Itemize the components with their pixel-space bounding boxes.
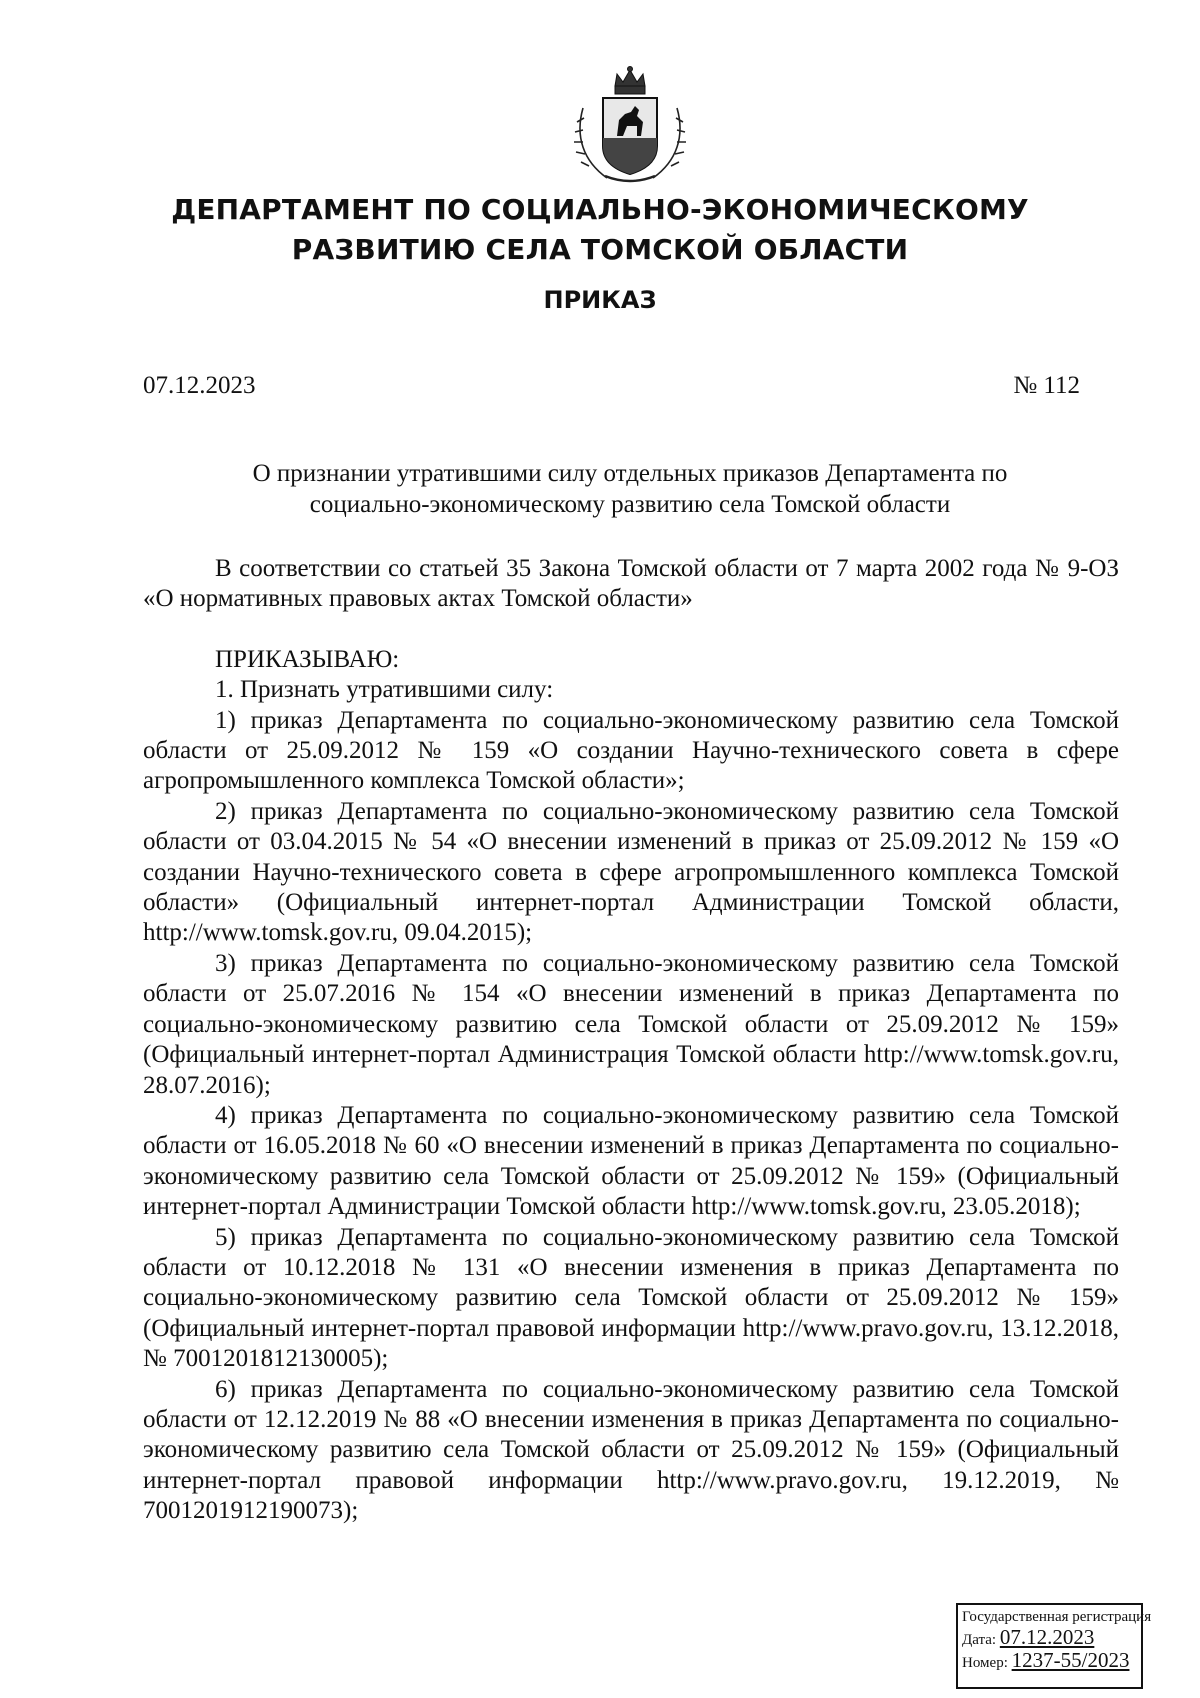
subject-line1: О признании утратившими силу отдельных приказов Департамента по — [252, 460, 1008, 487]
registration-date-row — [962, 1627, 1137, 1650]
subitem-3: 3) приказ Департамента по социально-экономическому развитию села Томской области от 25.07.2016 № 154 «О внесении изменений в приказ Департамента по социально-экономическому развитию села Томской области от 25.09.2012 № 159» (Официальный интернет-портал Администрация Томской области http://www.tomsk.gov.ru, 28.07.2016); — [143, 949, 1119, 1099]
document-number: № 112 — [1013, 372, 1080, 399]
subitem-5: 5) приказ Департамента по социально-экономическому развитию села Томской области от 10.12.2018 № 131 «О внесении изменения в приказ Департамента по социально-экономическому развитию села Томской области от 25.09.2012 № 159» (Официальный интернет-портал правовой информации http://www.pravo.gov.ru, 13.12.2018, № 7001201812130005); — [143, 1223, 1119, 1373]
item-1-title: 1. Признать утратившими силу: — [215, 676, 554, 704]
document-type: ПРИКАЗ — [543, 286, 657, 314]
registration-number-value: 1237-55/2023 — [1011, 1648, 1130, 1672]
preamble-paragraph: В соответствии со статьей 35 Закона Томской области от 7 марта 2002 года № 9-ОЗ «О нормативных правовых актах Томской области» — [143, 555, 1119, 613]
department-name — [120, 190, 1080, 270]
subitem-4: 4) приказ Департамента по социально-экономическому развитию села Томской области от 16.05.2018 № 60 «О внесении изменений в приказ Департамента по социально-экономическому развитию села Томской области от 25.09.2012 № 159» (Официальный интернет-портал Администрации Томской области http://www.tomsk.gov.ru, 23.05.2018); — [143, 1101, 1119, 1221]
subitem-6: 6) приказ Департамента по социально-экономическому развитию села Томской области от 12.12.2019 № 88 «О внесении изменения в приказ Департамента по социально-экономическому развитию села Томской области от 25.09.2012 № 159» (Официальный интернет-портал правовой информации http://www.pravo.gov.ru, 19.12.2019, № 7001201912190073); — [143, 1375, 1119, 1525]
registration-number-row — [962, 1650, 1137, 1673]
document-subject — [200, 458, 1060, 520]
order-verb: ПРИКАЗЫВАЮ: — [215, 645, 400, 673]
subitem-2: 2) приказ Департамента по социально-экономическому развитию села Томской области от 03.04.2015 № 54 «О внесении изменений в приказ от 25.09.2012 № 159 «О создании Научно-технического совета в сфере агропромышленного комплекса Томской области» (Официальный интернет-портал Администрации Томской области, http://www.tomsk.gov.ru, 09.04.2015); — [143, 797, 1119, 947]
coat-of-arms-emblem — [565, 66, 695, 184]
registration-date-label: Дата: — [962, 1632, 997, 1648]
document-date: 07.12.2023 — [143, 372, 256, 399]
registration-stamp — [956, 1603, 1152, 1689]
registration-date-value: 07.12.2023 — [999, 1625, 1095, 1649]
department-name-line2: РАЗВИТИЮ СЕЛА ТОМСКОЙ ОБЛАСТИ — [291, 233, 909, 266]
document-body — [143, 554, 1119, 1527]
registration-title: Государственная регистрация — [962, 1609, 1152, 1625]
subject-line2: социально-экономическому развитию села Томской области — [309, 491, 951, 518]
registration-number-label: Номер: — [962, 1655, 1008, 1671]
department-name-line1: ДЕПАРТАМЕНТ ПО СОЦИАЛЬНО-ЭКОНОМИЧЕСКОМУ — [171, 193, 1029, 226]
subitem-1: 1) приказ Департамента по социально-экономическому развитию села Томской области от 25.09.2012 № 159 «О создании Научно-технического совета в сфере агропромышленного комплекса Томской области»; — [143, 706, 1119, 795]
